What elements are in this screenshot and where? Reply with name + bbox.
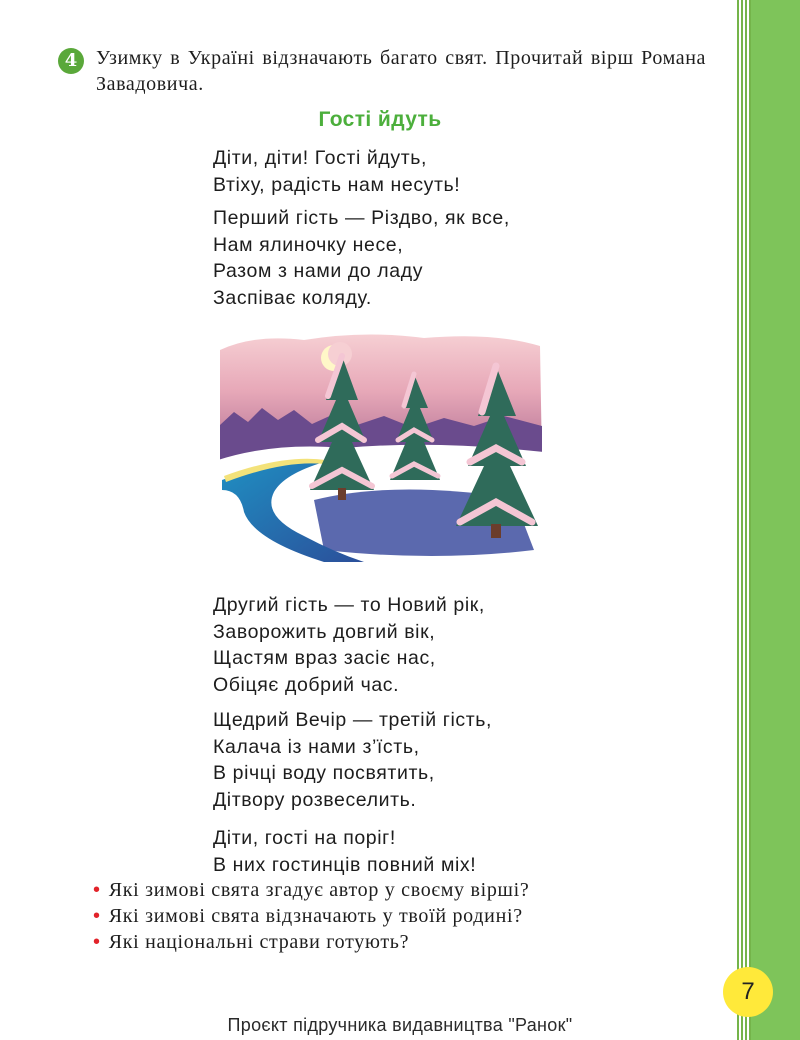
bullet-icon: • bbox=[93, 931, 101, 953]
poem-line: Калача із нами з’їсть, bbox=[213, 735, 420, 758]
poem-line: В них гостинців повний міх! bbox=[213, 853, 477, 876]
poem-line: Щастям враз засіє нас, bbox=[213, 647, 436, 669]
poem-title: Гості йдуть bbox=[318, 108, 442, 131]
poem-line: Разом з нами до ладу bbox=[213, 260, 424, 282]
bullet-icon: • bbox=[93, 905, 101, 927]
poem-stanza-3 bbox=[213, 592, 485, 698]
poem-line: В річці воду посвятить, bbox=[213, 762, 435, 784]
question-item bbox=[93, 903, 530, 929]
poem-line: Дітвору розвеселить. bbox=[213, 788, 417, 811]
poem-line: Діти, діти! Гості йдуть, bbox=[213, 147, 428, 169]
question-text: Які зимові свята згадує автор у своєму вірші? bbox=[108, 879, 530, 901]
poem-line: Щедрий Вечір — третій гість, bbox=[213, 709, 493, 731]
poem-line: Заворожить довгий вік, bbox=[213, 620, 436, 643]
side-green-bar bbox=[751, 0, 800, 1040]
poem-line: Перший гість — Різдво, як все, bbox=[213, 207, 510, 229]
poem-line: Втіху, радість нам несуть! bbox=[213, 173, 461, 196]
question-item bbox=[93, 929, 530, 955]
poem-stanza-5 bbox=[213, 825, 476, 878]
poem-stanza-4 bbox=[213, 707, 492, 813]
poem-line: Заспіває коляду. bbox=[213, 286, 372, 309]
margin-stripes bbox=[737, 0, 751, 1040]
question-text: Які національні страви готують? bbox=[108, 931, 410, 953]
poem-line: Другий гість — то Новий рік, bbox=[213, 594, 485, 616]
task-number-badge: 4 bbox=[58, 48, 84, 74]
poem-stanza-1 bbox=[213, 145, 460, 198]
winter-forest-illustration bbox=[214, 330, 548, 566]
question-item bbox=[93, 877, 530, 903]
bullet-icon: • bbox=[93, 879, 101, 901]
question-text: Які зимові свята відзначають у твоїй родині? bbox=[108, 905, 523, 927]
page-number-badge: 7 bbox=[723, 967, 773, 1017]
poem-line: Діти, гості на поріг! bbox=[213, 827, 396, 849]
task-intro-text: Узимку в Україні відзначають багато свят. Прочитай вірш Романа Завадовича. bbox=[96, 47, 706, 95]
footer-caption: Проєкт підручника видавництва "Ранок" bbox=[227, 1015, 573, 1035]
question-list bbox=[93, 877, 530, 955]
poem-line: Обіцяє добрий час. bbox=[213, 673, 400, 696]
poem-stanza-2 bbox=[213, 205, 510, 311]
poem-line: Нам ялиночку несе, bbox=[213, 233, 404, 256]
